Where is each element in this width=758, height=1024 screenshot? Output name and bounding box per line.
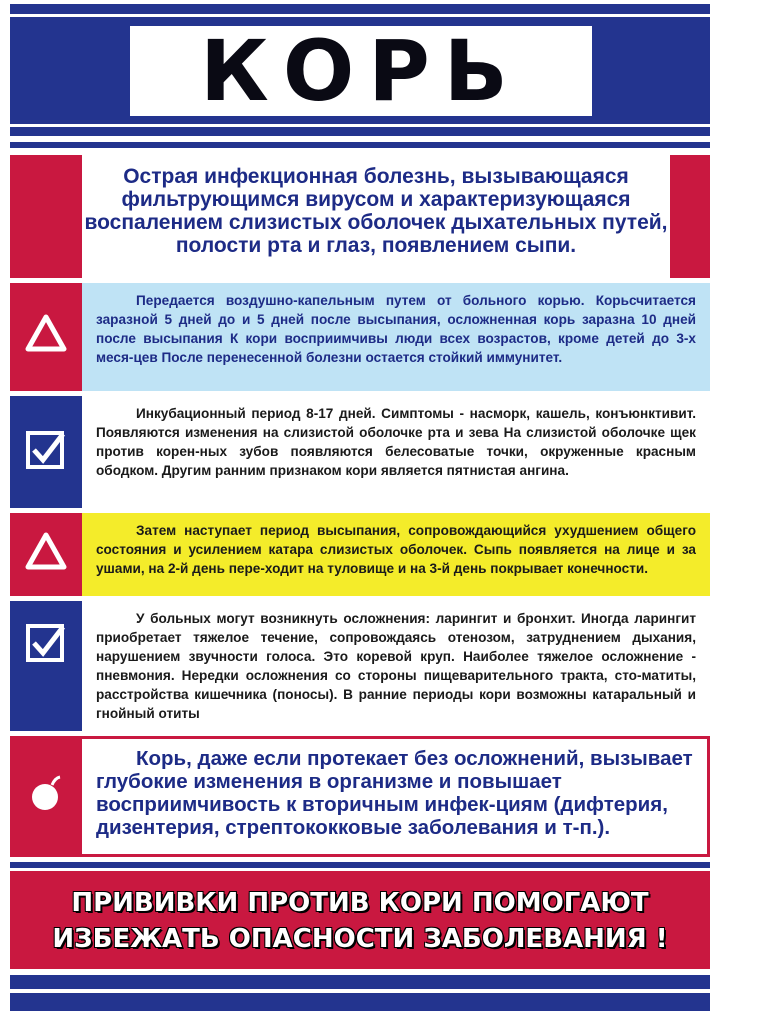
section-5-text: Корь, даже если протекает без осложнений, вызывает глубокие изменения в организме и повышает восприимчивость к вторичным инфек-циям (дифтерия, дизентерия, стрептококковые заболевания и т-п.).	[96, 747, 693, 839]
divider	[10, 142, 710, 148]
bottom-band-1	[10, 975, 710, 989]
section-2-text: Инкубационный период 8-17 дней. Симптомы - насморк, кашель, конъюнктивит. Появляются изменения на слизистой оболочке рта и зева На слизистой оболочке щек против корен-ных зубов появляются белесоватые точки, окруженные красным ободком. Другим ранним признаком кори является пятнистая ангина.	[96, 406, 696, 478]
title-box	[130, 22, 592, 120]
section-5-side	[10, 736, 82, 857]
bomb-icon	[25, 772, 67, 814]
page-title: КОРЬ	[200, 22, 522, 120]
section-3-side	[10, 513, 82, 596]
footer-line-1: ПРИВИВКИ ПРОТИВ КОРИ ПОМОГАЮТ	[71, 888, 649, 918]
section-2-panel	[82, 396, 710, 508]
section-1-panel	[82, 283, 710, 391]
section-5-panel	[82, 736, 710, 857]
section-3-panel	[82, 513, 710, 596]
intro-right-bar	[670, 155, 710, 278]
checkbox-icon	[25, 428, 67, 470]
checkbox-icon	[25, 621, 67, 663]
warning-triangle-icon	[25, 531, 67, 573]
section-4-text: У больных могут возникнуть осложнения: ларингит и бронхит. Иногда ларингит приобретает тяжелое течение, сопровождаясь отенозом, затруднением дыхания, нарушением звучности голоса. Это коревой круп. Наиболее тяжелое осложнение - пневмония. Нередки осложнения со стороны пищеварительного тракта, сто-матиты, расстройства кишечника (поносы). В ранние периоды кори возможны катаральный и гнойный отиты	[96, 611, 696, 721]
footer-band	[10, 871, 710, 969]
footer-line-2: ИЗБЕЖАТЬ ОПАСНОСТИ ЗАБОЛЕВАНИЯ !	[52, 924, 668, 954]
intro-text: Острая инфекционная болезнь, вызывающаяся фильтрующимся вирусом и характеризующаяся воспалением слизистых оболочек дыхательных путей, полости рта и глаз, появлением сыпи.	[84, 165, 668, 257]
header-band	[10, 4, 710, 136]
poster	[10, 0, 710, 1024]
section-4-panel	[82, 601, 710, 731]
intro-panel	[82, 155, 670, 278]
divider	[10, 862, 710, 868]
bottom-band-2	[10, 993, 710, 1011]
warning-triangle-icon	[25, 313, 67, 355]
section-2-side	[10, 396, 82, 508]
section-4-side	[10, 601, 82, 731]
intro-left-bar	[10, 155, 82, 278]
section-1-side	[10, 283, 82, 391]
section-3-text: Затем наступает период высыпания, сопровождающийся ухудшением общего состояния и усилением катара слизистых оболочек. Сыпь появляется на лице и за ушами, на 2-й день пере-ходит на туловище и на 3-й день покрывает конечности.	[96, 523, 696, 576]
section-1-text: Передается воздушно-капельным путем от больного корью. Корьсчитается заразной 5 дней до и 5 дней после высыпания, осложненная корь заразна 10 дней после высыпания К кори восприимчивы люди всех возрастов, кроме детей до 3-х меся-цев После перенесенной болезни остается стойкий иммунитет.	[96, 293, 696, 365]
